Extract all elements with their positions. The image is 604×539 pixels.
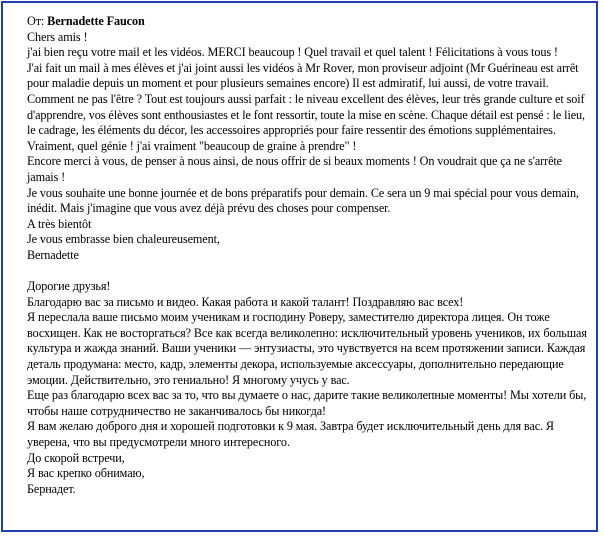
french-greeting: Chers amis !: [27, 29, 88, 44]
french-paragraph-4: Je vous souhaite une bonne journée et de bons préparatifs pour demain. Ce sera un 9 mai spécial pour vous demain, inédit. Mais j'imagine que vous avez déjà prévu des choses pour compenser.: [27, 185, 579, 216]
russian-signature: Бернадет.: [27, 481, 76, 496]
sender-name: Bernadette Faucon: [47, 14, 145, 28]
russian-paragraph-3: Еще раз благодарю всех вас за то, что вы думаете о нас, дарите такие великолепные моменты! Мы хотели бы, чтобы наше сотрудничество не заканчивалось бы никогда!: [27, 388, 587, 418]
russian-paragraph-2: Я переслала ваше письмо моим ученикам и господину Роверу, заместителю директора лицея. Он тоже восхищен. Как не восторгаться? Все как всегда великолепно: исключительный уровень учеников, их большая культура и жажда знаний. Ваши ученики — энтузиасты, это чувствуется на всем протяжении записи. Каждая деталь продумана: место, кадр, элементы декора, используемые аксессуары, дополнительно передающие эмоции. Действительно, это гениально! Я многому учусь у вас.: [27, 310, 587, 387]
russian-closing-2: Я вас крепко обнимаю,: [27, 466, 145, 481]
from-line: [27, 14, 593, 30]
french-paragraph-1: j'ai bien reçu votre mail et les vidéos. MERCI beaucoup ! Quel travail et quel talent ! Félicitations à vous tous !: [27, 45, 558, 60]
french-signature: Bernadette: [27, 247, 79, 262]
russian-greeting: Дорогие друзья!: [27, 279, 111, 294]
letter-frame: [1, 1, 598, 532]
french-closing-1: A très bientôt: [27, 216, 92, 231]
french-paragraph-3: Encore merci à vous, de penser à nous ainsi, de nous offrir de si beaux moments ! On voudrait que ça ne s'arrête jamais !: [27, 154, 562, 184]
letter-body: [27, 14, 593, 497]
russian-closing-1: До скорой встречи,: [27, 450, 125, 465]
from-label: От:: [27, 14, 45, 28]
french-paragraph-2: J'ai fait un mail à mes élèves et j'ai joint aussi les vidéos à Mr Rover, mon proviseur adjoint (Mr Guérineau est arrêt pour maladie depuis un moment et pour plusieurs semaines encore) Il est admiratif, lui aussi, de votre travail. Comment ne pas l'être ? Tout est toujours aussi parfait : le niveau excellent des élèves, leur très grande culture et soif d'apprendre, vos élèves sont enthousiastes et le font ressortir, toute la mise en scène. Chaque détail est pensé : le lieu, le cadrage, les éléments du décor, les accessoires appropriés pour faire ressentir des émotions supplémentaires. Vraiment, quel génie ! j'ai vraiment "beaucoup de graine à prendre" !: [27, 60, 585, 153]
russian-paragraph-4: Я вам желаю доброго дня и хорошей подготовки к 9 мая. Завтра будет исключительный день для вас. Я уверена, что вы предусмотрели много интересного.: [27, 419, 554, 450]
section-gap: [27, 264, 593, 280]
russian-paragraph-1: Благодарю вас за письмо и видео. Какая работа и какой талант! Поздравляю вас всех!: [27, 294, 464, 309]
french-closing-2: Je vous embrasse bien chaleureusement,: [27, 232, 220, 247]
